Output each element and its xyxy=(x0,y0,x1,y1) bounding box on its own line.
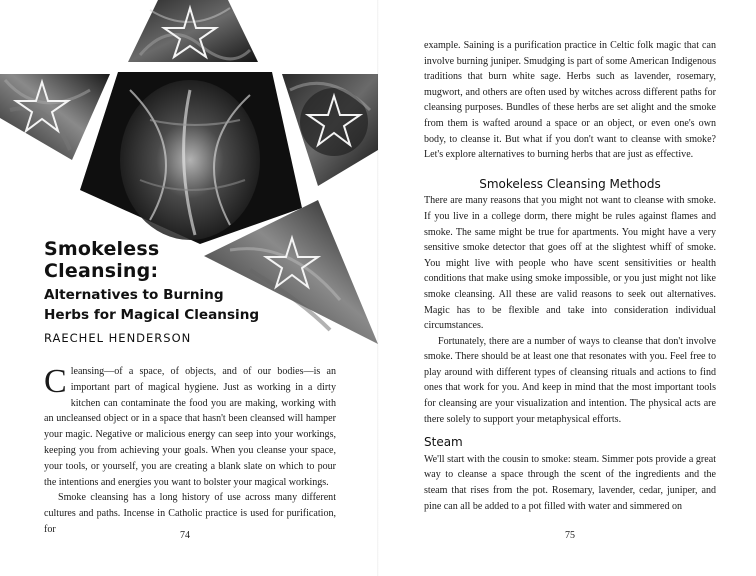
right-paragraph-1: example. Saining is a purification practice in Celtic folk magic that can involve burning juniper. Smudging is part of some American Indigenous traditions that burn white sage. Herbs such as lavender, rosemary, mugwort, and others are often used by witches across different paths for cleansing purposes. Bundles of these herbs are set alight and the smoke from them is wafted around a space or an object, or even one's own body, to cleanse it. But what if you don't want to cleanse with smoke? Let's explore alternatives to burning herbs that are just as effective. xyxy=(424,40,716,161)
right-star-panel xyxy=(282,74,378,186)
page-gutter xyxy=(377,0,379,576)
drop-cap: C xyxy=(44,363,67,400)
left-paragraph-1-text: leansing—of a space, of objects, and of our bodies—is an important part of magical hygiene. Just as working in a dirty kitchen can contaminate the food you are making, working with an uncleansed object or in a space that hasn't been cleansed will hamper your magic. Negative or malicious energy can seep into your workings, keeping you from achieving your goals. When you cleanse your space, your tools, or yourself, you are creating a blank slate on which to pour the intentions and energies you want to bolster your magical workings. xyxy=(44,366,336,488)
left-paragraph-2: Smoke cleansing has a long history of use across many different cultures and paths. Incense in Catholic practice is used for purification, for xyxy=(44,492,336,535)
right-paragraph-4: We'll start with the cousin to smoke: steam. Simmer pots provide a great way to cleanse a space through the scent of the ingredients and the steam that rises from the pot. Rosemary, lavender, cedar, juniper, and pine can all be added to a pot filled with water and simmered on xyxy=(424,453,716,512)
right-page-body xyxy=(424,38,716,514)
article-title: Smokeless Cleansing: xyxy=(44,238,160,282)
section-heading-smokeless: Smokeless Cleansing Methods xyxy=(479,176,661,191)
right-paragraph-3: Fortunately, there are a number of ways to cleanse that don't involve smoke. There should be at least one that resonates with you. Feel free to play around with different types of cleansing rituals and actions to find ones that work for you. And keep in mind that the most important tools for cleansing are your visualization and intention. The physical acts are there solely to support your metaphysical efforts. xyxy=(424,335,716,425)
top-star-panel xyxy=(128,0,258,62)
page-number-left: 74 xyxy=(180,530,190,541)
left-page-body xyxy=(44,364,336,538)
left-paragraph-1 xyxy=(44,364,336,490)
center-star-panel xyxy=(80,72,302,244)
article-subtitle: Alternatives to Burning Herbs for Magical Cleansing xyxy=(44,287,260,323)
article-title-block xyxy=(44,238,304,345)
section-heading-steam: Steam xyxy=(424,435,463,450)
article-author: RAECHEL HENDERSON xyxy=(44,331,192,345)
right-paragraph-2: There are many reasons that you might not want to cleanse with smoke. If you live in a college dorm, there might be rules against flames and smoke. The same might be true for apartments. You might have a very sensitive smoke detector that goes off at the slightest whiff of smoke. You might live with people who have scent sensitivities or health conditions that make using smoke impossible, or you just might not like smoke cleansing. All these are valid reasons to seek out alternatives. Magic has to be flexible and take into consideration individual circumstances. xyxy=(424,195,716,332)
page-number-right: 75 xyxy=(565,530,575,541)
left-star-panel xyxy=(0,74,110,160)
